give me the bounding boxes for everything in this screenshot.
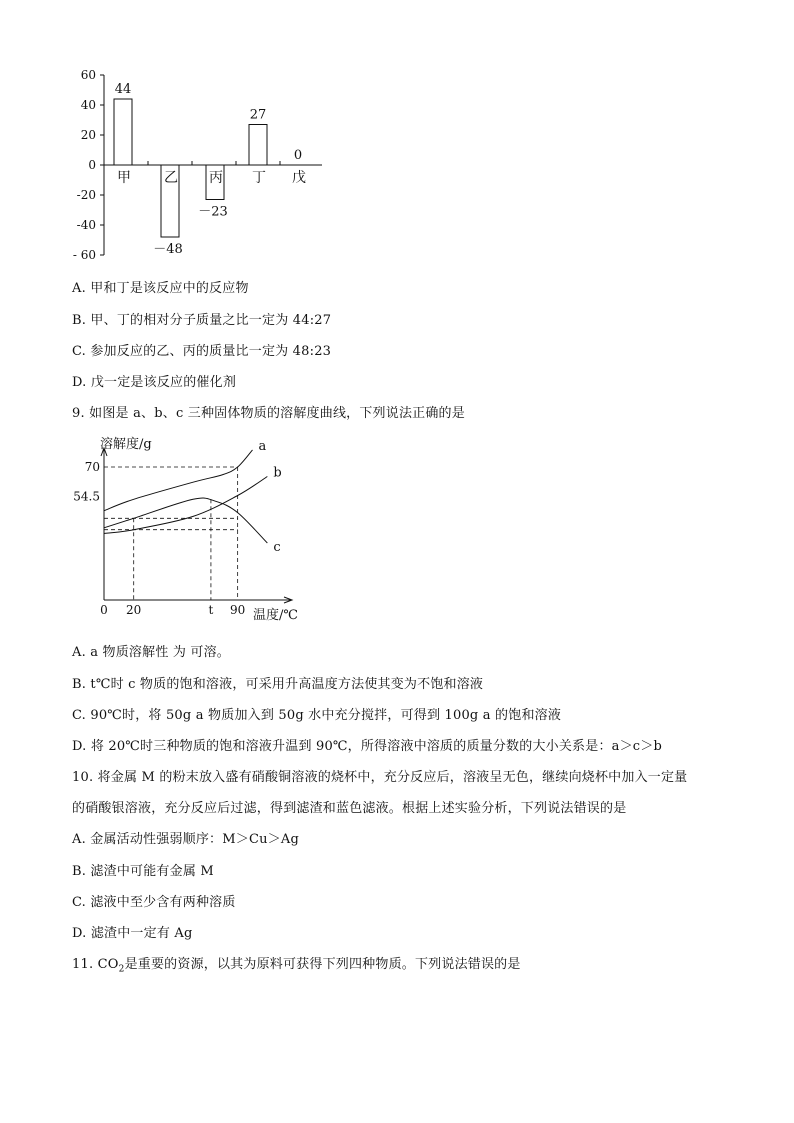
q10-option-a: A. 金属活动性强弱顺序：M＞Cu＞Ag	[72, 832, 299, 847]
q8-option-d: D. 戊一定是该反应的催化剂	[72, 375, 237, 390]
category-label: 丁	[252, 170, 266, 186]
x-tick-label: 90	[230, 603, 246, 617]
q11-stem: 11. $CO_2$是重要的资源，以其为原料可获得下列四种物质。下列说法错误的是	[72, 957, 521, 975]
curve-b	[104, 477, 267, 534]
value-label: －23	[198, 204, 228, 220]
y-tick-label: 0	[88, 158, 96, 172]
category-label: 戊	[292, 170, 306, 186]
value-label: 27	[249, 107, 267, 123]
category-label: 丙	[209, 170, 223, 186]
y-axis-label: 溶解度/g	[100, 437, 152, 452]
x-axis-label: 温度/℃	[253, 608, 298, 623]
q8-option-c: C. 参加反应的乙、丙的质量比一定为 48:23	[72, 344, 332, 359]
x-tick-label: 20	[126, 603, 142, 617]
q10-stem-line1: 10. 将金属 M 的粉末放入盛有硝酸铜溶液的烧杯中，充分反应后，溶液呈无色，继续向烧杯中加入一定量	[72, 770, 688, 785]
curve-label-c: c	[273, 540, 281, 555]
curve-label-a: a	[258, 438, 267, 454]
q9-option-c: C. 90℃时，将 50g a 物质加入到 50g 水中充分搅拌，可得到 100g a 的饱和溶液	[72, 708, 562, 723]
y-tick-label: -40	[76, 218, 96, 232]
q10-option-c: C. 滤液中至少含有两种溶质	[72, 895, 236, 910]
bar-甲	[114, 99, 132, 165]
bar-丁	[249, 125, 267, 166]
y-tick-label: 70	[84, 460, 100, 474]
q8-option-a: A. 甲和丁是该反应中的反应物	[72, 281, 249, 296]
curve-c	[104, 498, 267, 543]
y-tick-label: 20	[80, 128, 96, 142]
value-label: －48	[153, 242, 183, 257]
solubility-chart	[0, 430, 794, 630]
q10-stem-line2: 的硝酸银溶液，充分反应后过滤，得到滤渣和蓝色滤液。根据上述实验分析，下列说法错误的是	[72, 801, 627, 816]
q10-option-b: B. 滤渣中可能有金属 M	[72, 864, 214, 879]
y-tick-label: - 60	[72, 248, 96, 262]
category-label: 乙	[164, 170, 178, 186]
q9-stem: 9. 如图是 a、b、c 三种固体物质的溶解度曲线，下列说法正确的是	[72, 406, 465, 421]
q8-option-b: B. 甲、丁的相对分子质量之比一定为 44:27	[72, 313, 332, 328]
q9-option-d: D. 将 20℃时三种物质的饱和溶液升温到 90℃，所得溶液中溶质的质量分数的大小关系是：a＞c＞b	[72, 739, 663, 754]
q9-option-a: A. a 物质溶解性 为 可溶。	[72, 645, 231, 660]
y-tick-label: 54.5	[73, 489, 100, 504]
x-tick-label: t	[208, 603, 214, 617]
y-tick-label: 60	[80, 68, 96, 82]
q10-option-d: D. 滤渣中一定有 Ag	[72, 926, 193, 941]
curve-label-b: b	[273, 465, 282, 481]
category-label: 甲	[117, 170, 131, 186]
y-tick-label: -20	[76, 188, 96, 202]
value-label: 44	[114, 82, 132, 97]
x-tick-label: 0	[100, 603, 108, 617]
curve-a	[104, 450, 253, 511]
q9-option-b: B. t℃时 c 物质的饱和溶液，可采用升高温度方法使其变为不饱和溶液	[72, 677, 484, 692]
y-tick-label: 40	[80, 98, 96, 112]
value-label: 0	[293, 148, 303, 163]
